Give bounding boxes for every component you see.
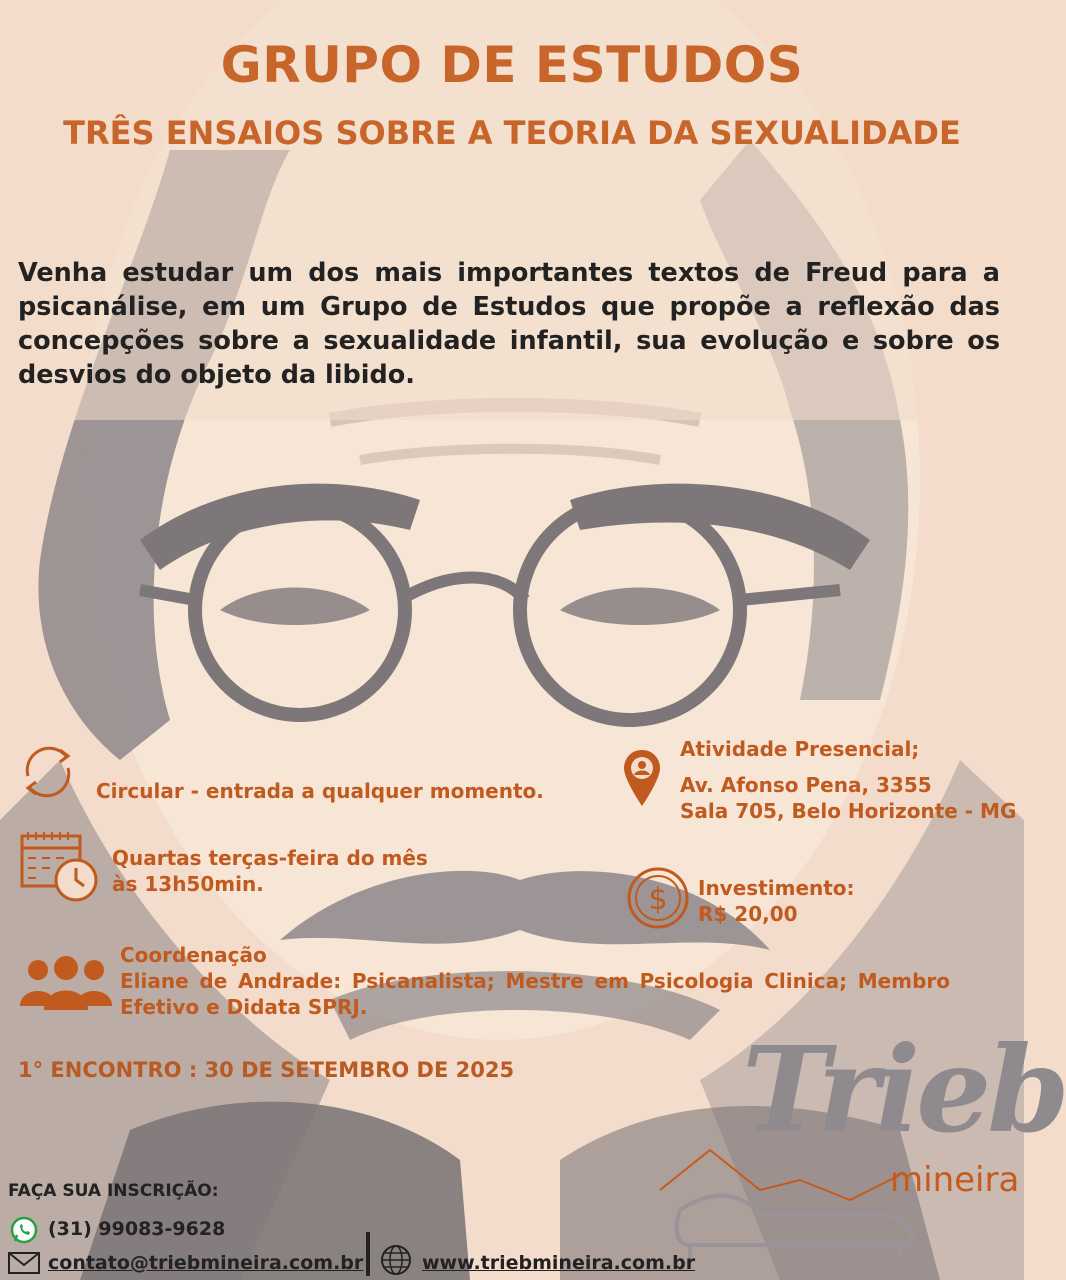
investment-label: Investimento:: [698, 876, 855, 900]
mail-icon: [8, 1252, 40, 1274]
website-link[interactable]: www.triebmineira.com.br: [422, 1252, 696, 1274]
intro-paragraph: Venha estudar um dos mais importantes textos de Freud para a psicanálise, em um Grupo de Estudos que propõe a reflexão das concepções sobre a sexualidade infantil, sua evolução e sobre os desvios do objeto da libido.: [18, 258, 1000, 390]
logo-name: Trieb: [742, 1020, 1066, 1159]
footer-divider: [366, 1232, 370, 1276]
address-line-2: Sala 705, Belo Horizonte - MG: [680, 799, 1017, 823]
globe-icon: [380, 1244, 412, 1276]
first-meeting: 1° ENCONTRO : 30 DE SETEMBRO DE 2025: [18, 1058, 515, 1082]
svg-text:$: $: [648, 882, 668, 917]
page-title: GRUPO DE ESTUDOS: [220, 36, 804, 94]
investment-value: R$ 20,00: [698, 902, 798, 926]
group-icon: [18, 956, 114, 1012]
dollar-icon: [626, 866, 690, 930]
logo-sub: mineira: [890, 1160, 1020, 1200]
whatsapp-icon: [10, 1216, 38, 1244]
location-title: Atividade Presencial;: [680, 737, 920, 761]
page-subtitle: TRÊS ENSAIOS SOBRE A TEORIA DA SEXUALIDADE: [63, 114, 961, 152]
phone-link[interactable]: (31) 99083-9628: [48, 1218, 226, 1240]
calendar-clock-icon: [18, 830, 102, 904]
schedule-line-2: às 13h50min.: [112, 872, 264, 896]
refresh-icon: [16, 740, 80, 804]
coordination-text: Eliane de Andrade: Psicanalista; Mestre em Psicologia Clinica; Membro Efetivo e Didata SPRJ.: [120, 969, 950, 1019]
email-link[interactable]: contato@triebmineira.com.br: [48, 1252, 364, 1274]
circular-text: Circular - entrada a qualquer momento.: [96, 779, 544, 803]
address-line-1: Av. Afonso Pena, 3355: [680, 773, 932, 797]
coordination-title: Coordenação: [120, 943, 267, 967]
schedule-line-1: Quartas terças-feira do mês: [112, 846, 428, 870]
signup-label: FAÇA SUA INSCRIÇÃO:: [8, 1181, 219, 1201]
location-pin-icon: [622, 748, 662, 808]
